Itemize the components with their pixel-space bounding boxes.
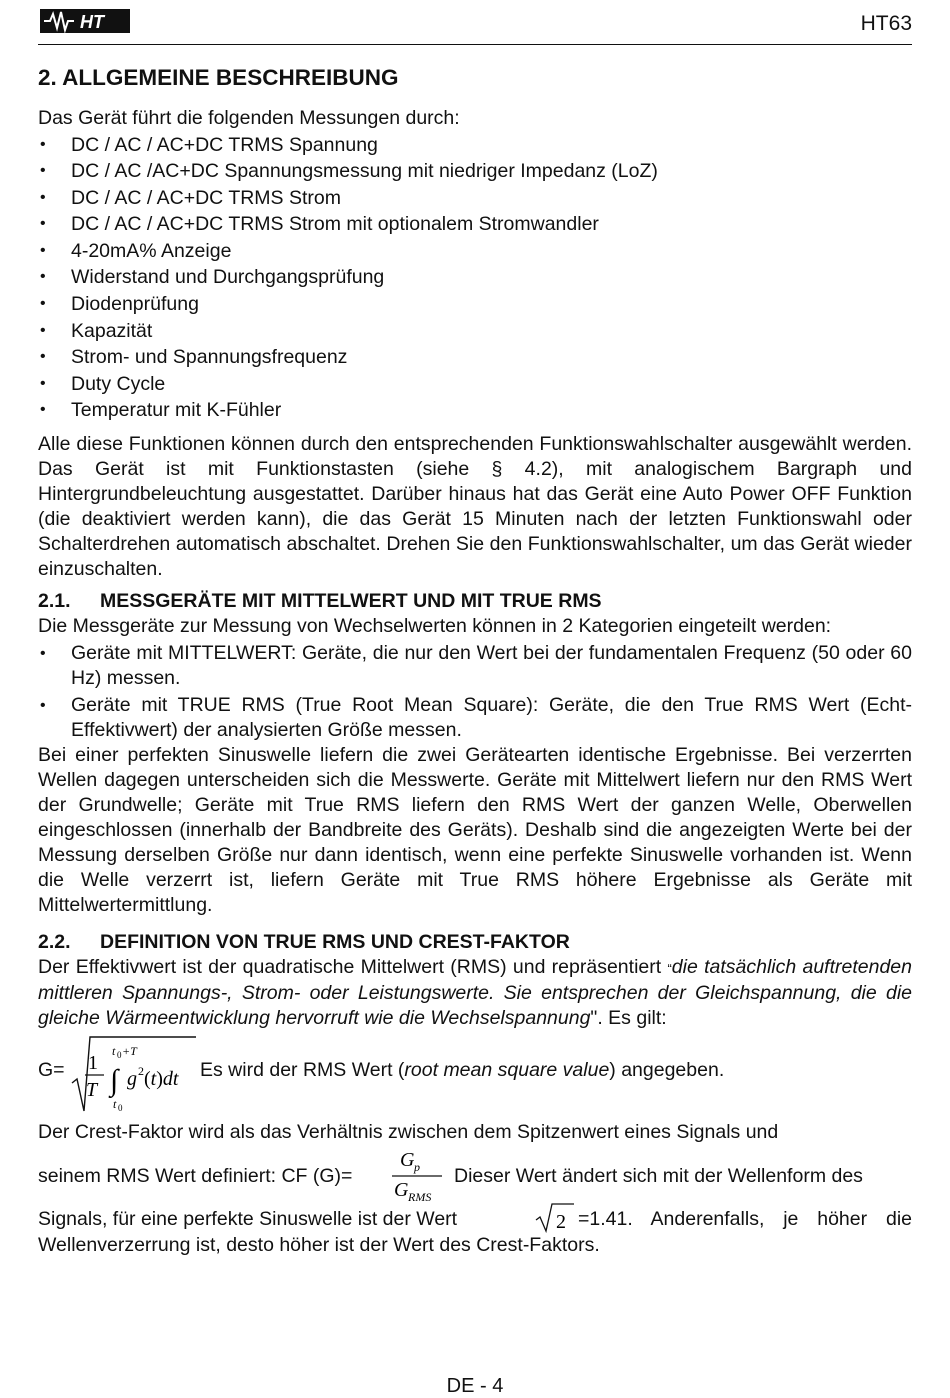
meter-types-list <box>38 641 912 743</box>
list-item: • Geräte mit TRUE RMS (True Root Mean Square): Geräte, die den True RMS Wert (Echt-Effektivwert) der analysierten Größe messen. <box>38 693 912 743</box>
section-2-title: 2. ALLGEMEINE BESCHREIBUNG <box>38 65 399 90</box>
svg-text:+T: +T <box>122 1044 137 1059</box>
crest-factor-text: Signals, für eine perfekte Sinuswelle ist der Wert <box>38 1207 458 1230</box>
svg-text:G: G <box>394 1178 409 1201</box>
sqrt-row <box>38 1206 912 1234</box>
crest-factor-conclusion: =1.41. Anderenfalls, je höher die Wellenverzerrung ist, desto höher ist der Wert des Crest-Faktors. <box>38 1207 912 1257</box>
crest-factor-formula <box>390 1146 448 1204</box>
list-item: • Widerstand und Durchgangsprüfung <box>38 264 912 291</box>
page-number: DE - 4 <box>446 1375 504 1397</box>
svg-text:t: t <box>113 1097 117 1112</box>
svg-text:RMS: RMS <box>408 1189 432 1204</box>
measurement-list <box>38 132 912 425</box>
svg-text:(t)dt: (t)dt <box>144 1068 179 1091</box>
crest-factor-text: Dieser Wert ändert sich mit der Wellenform des <box>454 1164 863 1187</box>
section-number: 2.2. <box>38 931 71 954</box>
list-item: • Kapazität <box>38 318 912 345</box>
section-2-intro: Das Gerät führt die folgenden Messungen durch: <box>38 107 460 129</box>
formula-text: Es wird der RMS Wert ( <box>200 1059 405 1082</box>
list-item: • Strom- und Spannungsfrequenz <box>38 344 912 371</box>
crest-factor-text: seinem RMS Wert definiert: CF (G)= <box>38 1164 353 1187</box>
section-title: MESSGERÄTE MIT MITTELWERT UND MIT TRUE RMS <box>100 590 602 613</box>
formula-label: G= <box>38 1059 65 1082</box>
header-model: HT63 <box>860 12 912 35</box>
page-body <box>38 63 912 1259</box>
list-item: • Temperatur mit K-Fühler <box>38 397 912 424</box>
list-item: • DC / AC / AC+DC TRMS Strom <box>38 185 912 212</box>
svg-text:G: G <box>400 1148 415 1171</box>
svg-text:p: p <box>414 1159 420 1174</box>
rms-formula <box>70 1033 198 1115</box>
svg-text:1: 1 <box>88 1052 98 1075</box>
svg-text:0: 0 <box>118 1103 123 1114</box>
rms-quote: die tatsächlich auftretenden mittleren Spannungs-, Strom- oder Leistungswerte. Sie entsprechen der Gleichspannung, die die gleiche Wärmeentwicklung hervorruft wie die Wechselspannung <box>38 956 912 1030</box>
list-item: • 4-20mA% Anzeige <box>38 238 912 265</box>
list-item: • Duty Cycle <box>38 371 912 398</box>
list-item: • DC / AC / AC+DC TRMS Spannung <box>38 132 912 159</box>
svg-text:∫: ∫ <box>110 1064 119 1098</box>
header-rule <box>38 44 912 45</box>
list-item: • Geräte mit MITTELWERT: Geräte, die nur den Wert bei der fundamentalen Frequenz (50 oder 60 Hz) messen. <box>38 641 912 691</box>
section-number: 2.1. <box>38 590 71 613</box>
rms-definition <box>38 955 912 1031</box>
rms-text: Der Effektivwert ist der quadratische Mittelwert (RMS) und repräsentiert <box>38 956 668 979</box>
formula-text-italic: root mean square value <box>404 1059 610 1082</box>
svg-text:t: t <box>112 1044 116 1059</box>
svg-text:2: 2 <box>138 1064 144 1079</box>
formula-text: ) angegeben. <box>609 1059 725 1082</box>
crest-factor-row <box>38 1146 912 1204</box>
crest-factor-line-1: Der Crest-Faktor wird als das Verhältnis zwischen dem Spitzenwert eines Signals und <box>38 1121 779 1144</box>
section-title: DEFINITION VON TRUE RMS UND CREST-FAKTOR <box>100 931 570 954</box>
section-2-1-intro: Die Messgeräte zur Messung von Wechselwerten können in 2 Kategorien eingeteilt werden: <box>38 615 832 638</box>
list-item: • DC / AC /AC+DC Spannungsmessung mit niedriger Impedanz (LoZ) <box>38 158 912 185</box>
logo-text: HT <box>80 12 104 32</box>
svg-text:2: 2 <box>556 1210 566 1233</box>
section-2-paragraph: Alle diese Funktionen können durch den entsprechenden Funktionswahlschalter ausgewählt werden. Das Gerät ist mit Funktionstasten (siehe § 4.2), mit analogischem Bargraph und Hintergrundbeleuchtung ausgestattet. Darüber hinaus hat das Gerät eine Auto Power OFF Funktion (die deaktiviert werden kann), die das Gerät 15 Minuten nach der letzten Funktionswahl oder Schalterdrehen automatisch abschaltet. Drehen Sie den Funktionswahlschalter, um das Gerät wieder einzuschalten. <box>38 433 912 581</box>
quote-close: ". Es gilt: <box>590 1007 667 1030</box>
svg-text:T: T <box>86 1079 98 1102</box>
section-2-2-heading <box>38 929 912 955</box>
svg-text:g: g <box>127 1068 137 1091</box>
svg-text:0: 0 <box>117 1050 122 1061</box>
ht-logo <box>40 8 132 34</box>
list-item: • Diodenprüfung <box>38 291 912 318</box>
section-2-1-heading <box>38 588 912 614</box>
list-item: • DC / AC / AC+DC TRMS Strom mit optionalem Stromwandler <box>38 211 912 238</box>
quote-open: “ <box>667 961 672 977</box>
section-2-1-paragraph: Bei einer perfekten Sinuswelle liefern die zwei Gerätearten identische Ergebnisse. Bei verzerrten Wellen dagegen unterscheiden sich die Messwerte. Geräte mit Mittelwert liefern nur den RMS Wert der Grundwelle; Geräte mit True RMS liefern den RMS Wert der ganzen Welle, Oberwellen eingeschlossen (innerhalb der Bandbreite des Geräts). Deshalb sind die angezeigten Werte bei der Messung derselben Größe nur dann identisch, wenn eine perfekte Sinuswelle vorhanden ist. Wenn die Welle verzerrt ist, liefern Geräte mit True RMS höhere Ergebnisse als Geräte mit Mittelwertermittlung. <box>38 744 912 917</box>
formula-description <box>200 1057 724 1084</box>
rms-formula-row <box>38 1033 912 1115</box>
sqrt-two-formula <box>534 1200 578 1234</box>
